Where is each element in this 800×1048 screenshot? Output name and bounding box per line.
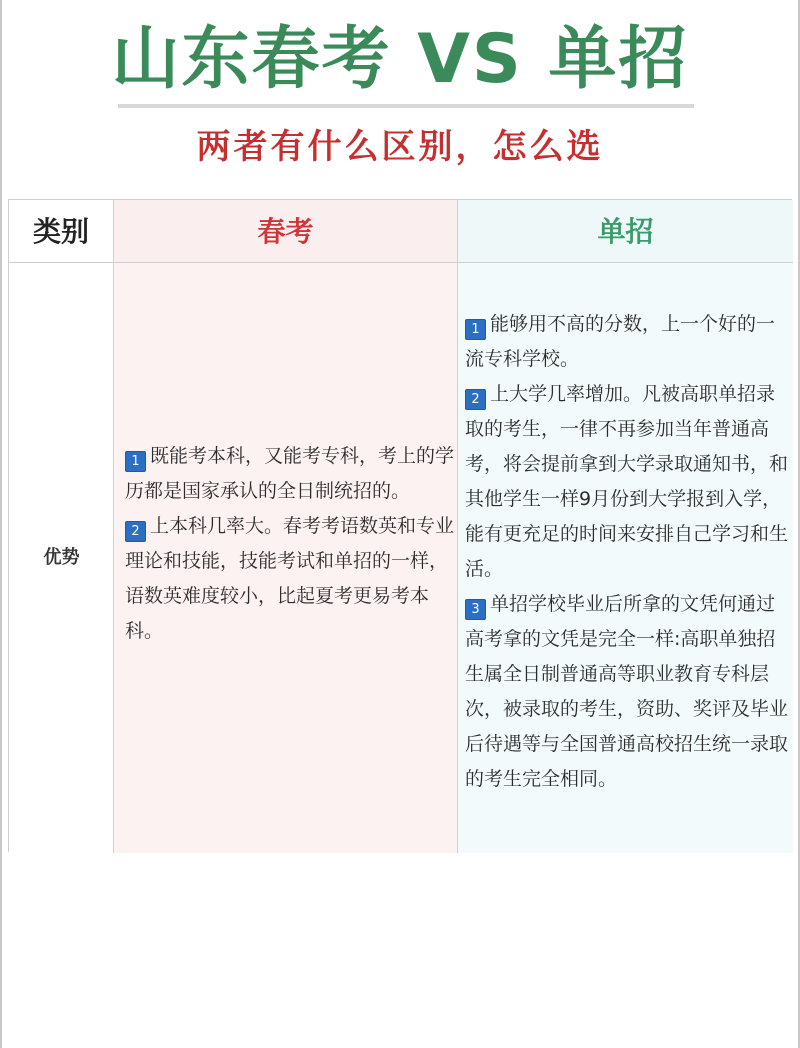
header-cell-danzhao <box>458 200 793 263</box>
header-cell-category <box>9 200 114 263</box>
danzhao-point-1 <box>465 307 790 377</box>
danzhao-content-cell <box>458 263 793 853</box>
chunkao-point-1-text: 既能考本科，又能考专科，考上的学历都是国家承认的全日制统招的。 <box>125 445 455 502</box>
chunkao-point-2-text: 上本科几率大。春考考语数英和专业理论和技能，技能考试和单招的一样，语数英难度较小，比起夏考更易考本科。 <box>125 515 455 642</box>
danzhao-point-2 <box>465 377 790 587</box>
danzhao-text-block <box>465 307 790 797</box>
header-cell-chunkao <box>114 200 458 263</box>
chunkao-point-2 <box>125 509 455 649</box>
chunkao-text-block <box>125 439 455 649</box>
chunkao-content-cell <box>114 263 458 853</box>
row-label-cell <box>9 263 114 853</box>
row-label-advantage: 优势 <box>43 547 80 568</box>
danzhao-point-3-text: 单招学校毕业后所拿的文凭何通过高考拿的文凭是完全一样:高职单独招生属全日制普通高等职业教育专科层次，被录取的考生，资助、奖评及毕业后待遇等与全国普通高校招生统一录取的考生完全相同。 <box>465 593 789 790</box>
header-danzhao-label: 单招 <box>597 215 654 248</box>
header-category-label: 类别 <box>32 215 89 248</box>
number-badge-icon: 3 <box>465 599 486 620</box>
danzhao-point-2-text: 上大学几率增加。凡被高职单招录取的考生，一律不再参加当年普通高考，将会提前拿到大学录取通知书，和其他学生一样9月份到大学报到入学，能有更充足的时间来安排自己学习和生活。 <box>465 383 789 580</box>
number-badge-icon: 1 <box>125 451 146 472</box>
danzhao-point-3 <box>465 587 790 797</box>
page-subtitle: 两者有什么区别，怎么选 <box>196 127 604 167</box>
number-badge-icon: 2 <box>125 521 146 542</box>
title-divider <box>118 104 694 108</box>
number-badge-icon: 1 <box>465 319 486 340</box>
danzhao-point-1-text: 能够用不高的分数，上一个好的一流专科学校。 <box>465 313 776 370</box>
number-badge-icon: 2 <box>465 389 486 410</box>
comparison-table <box>8 199 792 852</box>
page-title: 山东春考 VS 单招 <box>111 20 689 99</box>
header-chunkao-label: 春考 <box>257 215 314 248</box>
chunkao-point-1 <box>125 439 455 509</box>
